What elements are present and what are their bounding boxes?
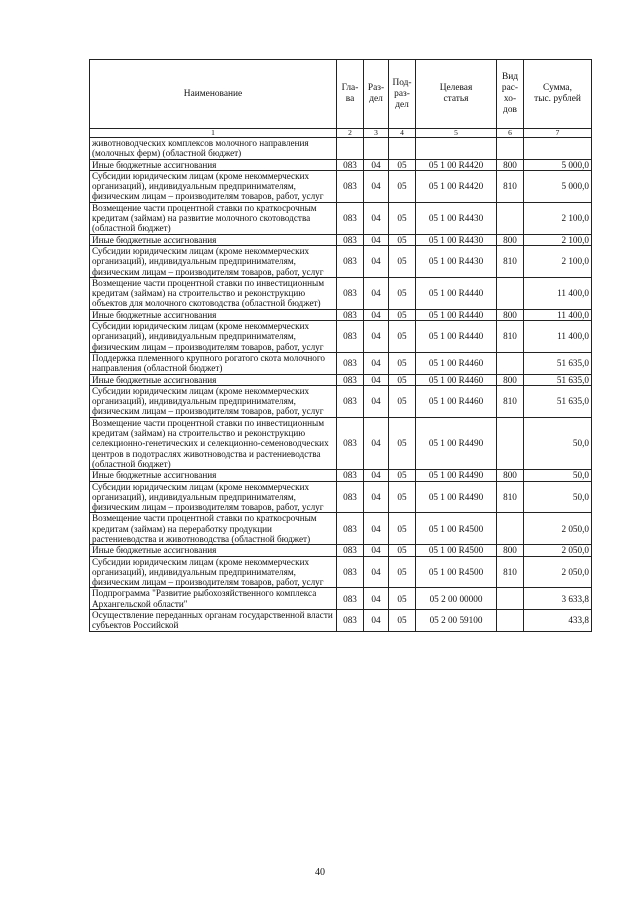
row-sum: 51 635,0 — [524, 374, 592, 385]
row-razdel: 04 — [364, 159, 389, 170]
header-sum: Сумма, тыс. рублей — [524, 60, 592, 129]
row-vid — [497, 277, 524, 309]
table-row — [90, 556, 592, 588]
row-glava: 083 — [337, 513, 364, 545]
table-row — [90, 417, 592, 469]
header-row — [90, 60, 592, 129]
row-target: 05 1 00 R4420 — [416, 159, 497, 170]
table-row — [90, 374, 592, 385]
row-razdel: 04 — [364, 309, 389, 320]
row-glava: 083 — [337, 159, 364, 170]
row-name: Возмещение части процентной ставки по краткосрочным кредитам (займам) на развитие молочного скотоводства (областной бюджет) — [90, 202, 337, 234]
row-name: Возмещение части процентной ставки по инвестиционным кредитам (займам) на строительство и реконструкцию объектов для молочного скотоводства (областной бюджет) — [90, 277, 337, 309]
row-sum: 2 100,0 — [524, 202, 592, 234]
row-podrazdel: 05 — [389, 170, 416, 202]
row-target: 05 1 00 R4430 — [416, 245, 497, 277]
row-glava: 083 — [337, 202, 364, 234]
row-name: Иные бюджетные ассигнования — [90, 159, 337, 170]
row-target: 05 2 00 59100 — [416, 610, 497, 632]
table-row — [90, 545, 592, 556]
row-podrazdel — [389, 138, 416, 160]
row-target: 05 1 00 R4490 — [416, 481, 497, 513]
row-razdel: 04 — [364, 385, 389, 417]
row-razdel: 04 — [364, 277, 389, 309]
row-razdel: 04 — [364, 481, 389, 513]
row-name: животноводческих комплексов молочного направления (молочных ферм) (областной бюджет) — [90, 138, 337, 160]
row-target: 05 1 00 R4500 — [416, 545, 497, 556]
column-number: 7 — [524, 129, 592, 138]
table-row — [90, 352, 592, 374]
row-target: 05 1 00 R4440 — [416, 277, 497, 309]
row-vid: 810 — [497, 556, 524, 588]
column-number: 6 — [497, 129, 524, 138]
row-razdel: 04 — [364, 170, 389, 202]
row-glava: 083 — [337, 321, 364, 353]
row-name: Подпрограмма "Развитие рыбохозяйственного комплекса Архангельской области" — [90, 588, 337, 610]
row-sum: 2 050,0 — [524, 513, 592, 545]
row-name: Субсидии юридическим лицам (кроме некоммерческих организаций), индивидуальным предпринимателям, физическим лицам – производителям товаров, работ, услуг — [90, 170, 337, 202]
page-number: 40 — [315, 867, 325, 878]
row-sum: 11 400,0 — [524, 309, 592, 320]
row-target: 05 1 00 R4500 — [416, 556, 497, 588]
row-glava: 083 — [337, 481, 364, 513]
header-glava: Гла- ва — [337, 60, 364, 129]
row-podrazdel: 05 — [389, 245, 416, 277]
row-sum: 5 000,0 — [524, 170, 592, 202]
row-podrazdel: 05 — [389, 556, 416, 588]
column-number-row — [90, 129, 592, 138]
row-sum: 2 050,0 — [524, 545, 592, 556]
budget-table — [89, 59, 592, 632]
row-razdel: 04 — [364, 545, 389, 556]
row-target: 05 1 00 R4440 — [416, 321, 497, 353]
row-name: Субсидии юридическим лицам (кроме некоммерческих организаций), индивидуальным предпринимателям, физическим лицам – производителям товаров, работ, услуг — [90, 245, 337, 277]
row-podrazdel: 05 — [389, 513, 416, 545]
header-razdel: Раз- дел — [364, 60, 389, 129]
row-podrazdel: 05 — [389, 417, 416, 469]
row-podrazdel: 05 — [389, 470, 416, 481]
row-sum — [524, 138, 592, 160]
row-target: 05 2 00 00000 — [416, 588, 497, 610]
table-row — [90, 470, 592, 481]
row-target — [416, 138, 497, 160]
header-name: Наименование — [90, 60, 337, 129]
row-podrazdel: 05 — [389, 385, 416, 417]
row-vid: 810 — [497, 321, 524, 353]
row-target: 05 1 00 R4460 — [416, 374, 497, 385]
row-podrazdel: 05 — [389, 321, 416, 353]
row-glava: 083 — [337, 417, 364, 469]
row-podrazdel: 05 — [389, 352, 416, 374]
row-podrazdel: 05 — [389, 309, 416, 320]
row-glava: 083 — [337, 245, 364, 277]
row-vid: 800 — [497, 374, 524, 385]
row-razdel: 04 — [364, 374, 389, 385]
row-glava: 083 — [337, 352, 364, 374]
row-sum: 51 635,0 — [524, 352, 592, 374]
row-razdel: 04 — [364, 610, 389, 632]
row-vid: 800 — [497, 470, 524, 481]
row-razdel: 04 — [364, 352, 389, 374]
row-vid: 810 — [497, 245, 524, 277]
table-row — [90, 385, 592, 417]
row-glava: 083 — [337, 556, 364, 588]
row-glava: 083 — [337, 374, 364, 385]
table-row — [90, 321, 592, 353]
row-razdel: 04 — [364, 417, 389, 469]
row-sum: 51 635,0 — [524, 385, 592, 417]
row-sum: 50,0 — [524, 470, 592, 481]
row-sum: 50,0 — [524, 481, 592, 513]
row-vid — [497, 352, 524, 374]
row-razdel: 04 — [364, 321, 389, 353]
row-target: 05 1 00 R4440 — [416, 309, 497, 320]
row-name: Возмещение части процентной ставки по инвестиционным кредитам (займам) на строительство и реконструкцию селекционно-генетических и селекционно-семеноводческих центров в подотраслях животноводства и растениеводства (областной бюджет) — [90, 417, 337, 469]
row-target: 05 1 00 R4430 — [416, 234, 497, 245]
table-row — [90, 309, 592, 320]
row-podrazdel: 05 — [389, 481, 416, 513]
row-name: Иные бюджетные ассигнования — [90, 545, 337, 556]
row-podrazdel: 05 — [389, 234, 416, 245]
row-vid: 810 — [497, 170, 524, 202]
row-podrazdel: 05 — [389, 545, 416, 556]
row-sum: 5 000,0 — [524, 159, 592, 170]
table-row — [90, 234, 592, 245]
row-target: 05 1 00 R4460 — [416, 352, 497, 374]
row-razdel: 04 — [364, 245, 389, 277]
column-number: 5 — [416, 129, 497, 138]
column-number: 4 — [389, 129, 416, 138]
row-razdel — [364, 138, 389, 160]
row-glava: 083 — [337, 545, 364, 556]
row-name: Осуществление переданных органам государственной власти субъектов Российской — [90, 610, 337, 632]
row-razdel: 04 — [364, 513, 389, 545]
column-number: 3 — [364, 129, 389, 138]
header-vid: Вид рас- хо- дов — [497, 60, 524, 129]
row-glava: 083 — [337, 588, 364, 610]
table-row — [90, 159, 592, 170]
row-podrazdel: 05 — [389, 588, 416, 610]
row-vid: 800 — [497, 545, 524, 556]
row-podrazdel: 05 — [389, 374, 416, 385]
row-target: 05 1 00 R4490 — [416, 417, 497, 469]
row-vid — [497, 610, 524, 632]
row-sum: 2 100,0 — [524, 245, 592, 277]
row-podrazdel: 05 — [389, 202, 416, 234]
row-target: 05 1 00 R4430 — [416, 202, 497, 234]
row-vid: 800 — [497, 159, 524, 170]
row-glava: 083 — [337, 170, 364, 202]
row-target: 05 1 00 R4460 — [416, 385, 497, 417]
row-vid: 810 — [497, 481, 524, 513]
row-glava: 083 — [337, 470, 364, 481]
row-name: Поддержка племенного крупного рогатого скота молочного направления (областной бюджет) — [90, 352, 337, 374]
table-body — [90, 138, 592, 632]
row-sum: 11 400,0 — [524, 321, 592, 353]
row-name: Иные бюджетные ассигнования — [90, 234, 337, 245]
row-name: Возмещение части процентной ставки по краткосрочным кредитам (займам) на переработку продукции растениеводства и животноводства (областной бюджет) — [90, 513, 337, 545]
row-name: Субсидии юридическим лицам (кроме некоммерческих организаций), индивидуальным предпринимателям, физическим лицам – производителям товаров, работ, услуг — [90, 385, 337, 417]
row-target: 05 1 00 R4420 — [416, 170, 497, 202]
row-vid — [497, 513, 524, 545]
row-vid: 800 — [497, 309, 524, 320]
table-row — [90, 170, 592, 202]
row-vid: 800 — [497, 234, 524, 245]
row-sum: 11 400,0 — [524, 277, 592, 309]
header-target: Целевая статья — [416, 60, 497, 129]
row-target: 05 1 00 R4490 — [416, 470, 497, 481]
row-razdel: 04 — [364, 470, 389, 481]
row-sum: 50,0 — [524, 417, 592, 469]
row-glava — [337, 138, 364, 160]
row-name: Иные бюджетные ассигнования — [90, 374, 337, 385]
row-sum: 2 050,0 — [524, 556, 592, 588]
row-vid — [497, 138, 524, 160]
table-row — [90, 202, 592, 234]
table-row — [90, 245, 592, 277]
row-vid — [497, 417, 524, 469]
row-glava: 083 — [337, 610, 364, 632]
table-row — [90, 588, 592, 610]
row-name: Субсидии юридическим лицам (кроме некоммерческих организаций), индивидуальным предпринимателям, физическим лицам – производителям товаров, работ, услуг — [90, 481, 337, 513]
header-podrazdel: Под- раз- дел — [389, 60, 416, 129]
table-row — [90, 277, 592, 309]
row-name: Субсидии юридическим лицам (кроме некоммерческих организаций), индивидуальным предпринимателям, физическим лицам – производителям товаров, работ, услуг — [90, 556, 337, 588]
row-target: 05 1 00 R4500 — [416, 513, 497, 545]
row-razdel: 04 — [364, 202, 389, 234]
column-number: 1 — [90, 129, 337, 138]
row-vid: 810 — [497, 385, 524, 417]
row-sum: 2 100,0 — [524, 234, 592, 245]
table-row — [90, 138, 592, 160]
table-row — [90, 610, 592, 632]
row-name: Иные бюджетные ассигнования — [90, 309, 337, 320]
row-name: Субсидии юридическим лицам (кроме некоммерческих организаций), индивидуальным предпринимателям, физическим лицам – производителям товаров, работ, услуг — [90, 321, 337, 353]
row-razdel: 04 — [364, 556, 389, 588]
column-number: 2 — [337, 129, 364, 138]
row-podrazdel: 05 — [389, 277, 416, 309]
row-glava: 083 — [337, 385, 364, 417]
row-razdel: 04 — [364, 234, 389, 245]
table-row — [90, 481, 592, 513]
row-sum: 3 633,8 — [524, 588, 592, 610]
row-razdel: 04 — [364, 588, 389, 610]
row-name: Иные бюджетные ассигнования — [90, 470, 337, 481]
row-vid — [497, 202, 524, 234]
row-glava: 083 — [337, 277, 364, 309]
row-sum: 433,8 — [524, 610, 592, 632]
row-podrazdel: 05 — [389, 159, 416, 170]
table-row — [90, 513, 592, 545]
row-podrazdel: 05 — [389, 610, 416, 632]
row-glava: 083 — [337, 309, 364, 320]
row-vid — [497, 588, 524, 610]
row-glava: 083 — [337, 234, 364, 245]
